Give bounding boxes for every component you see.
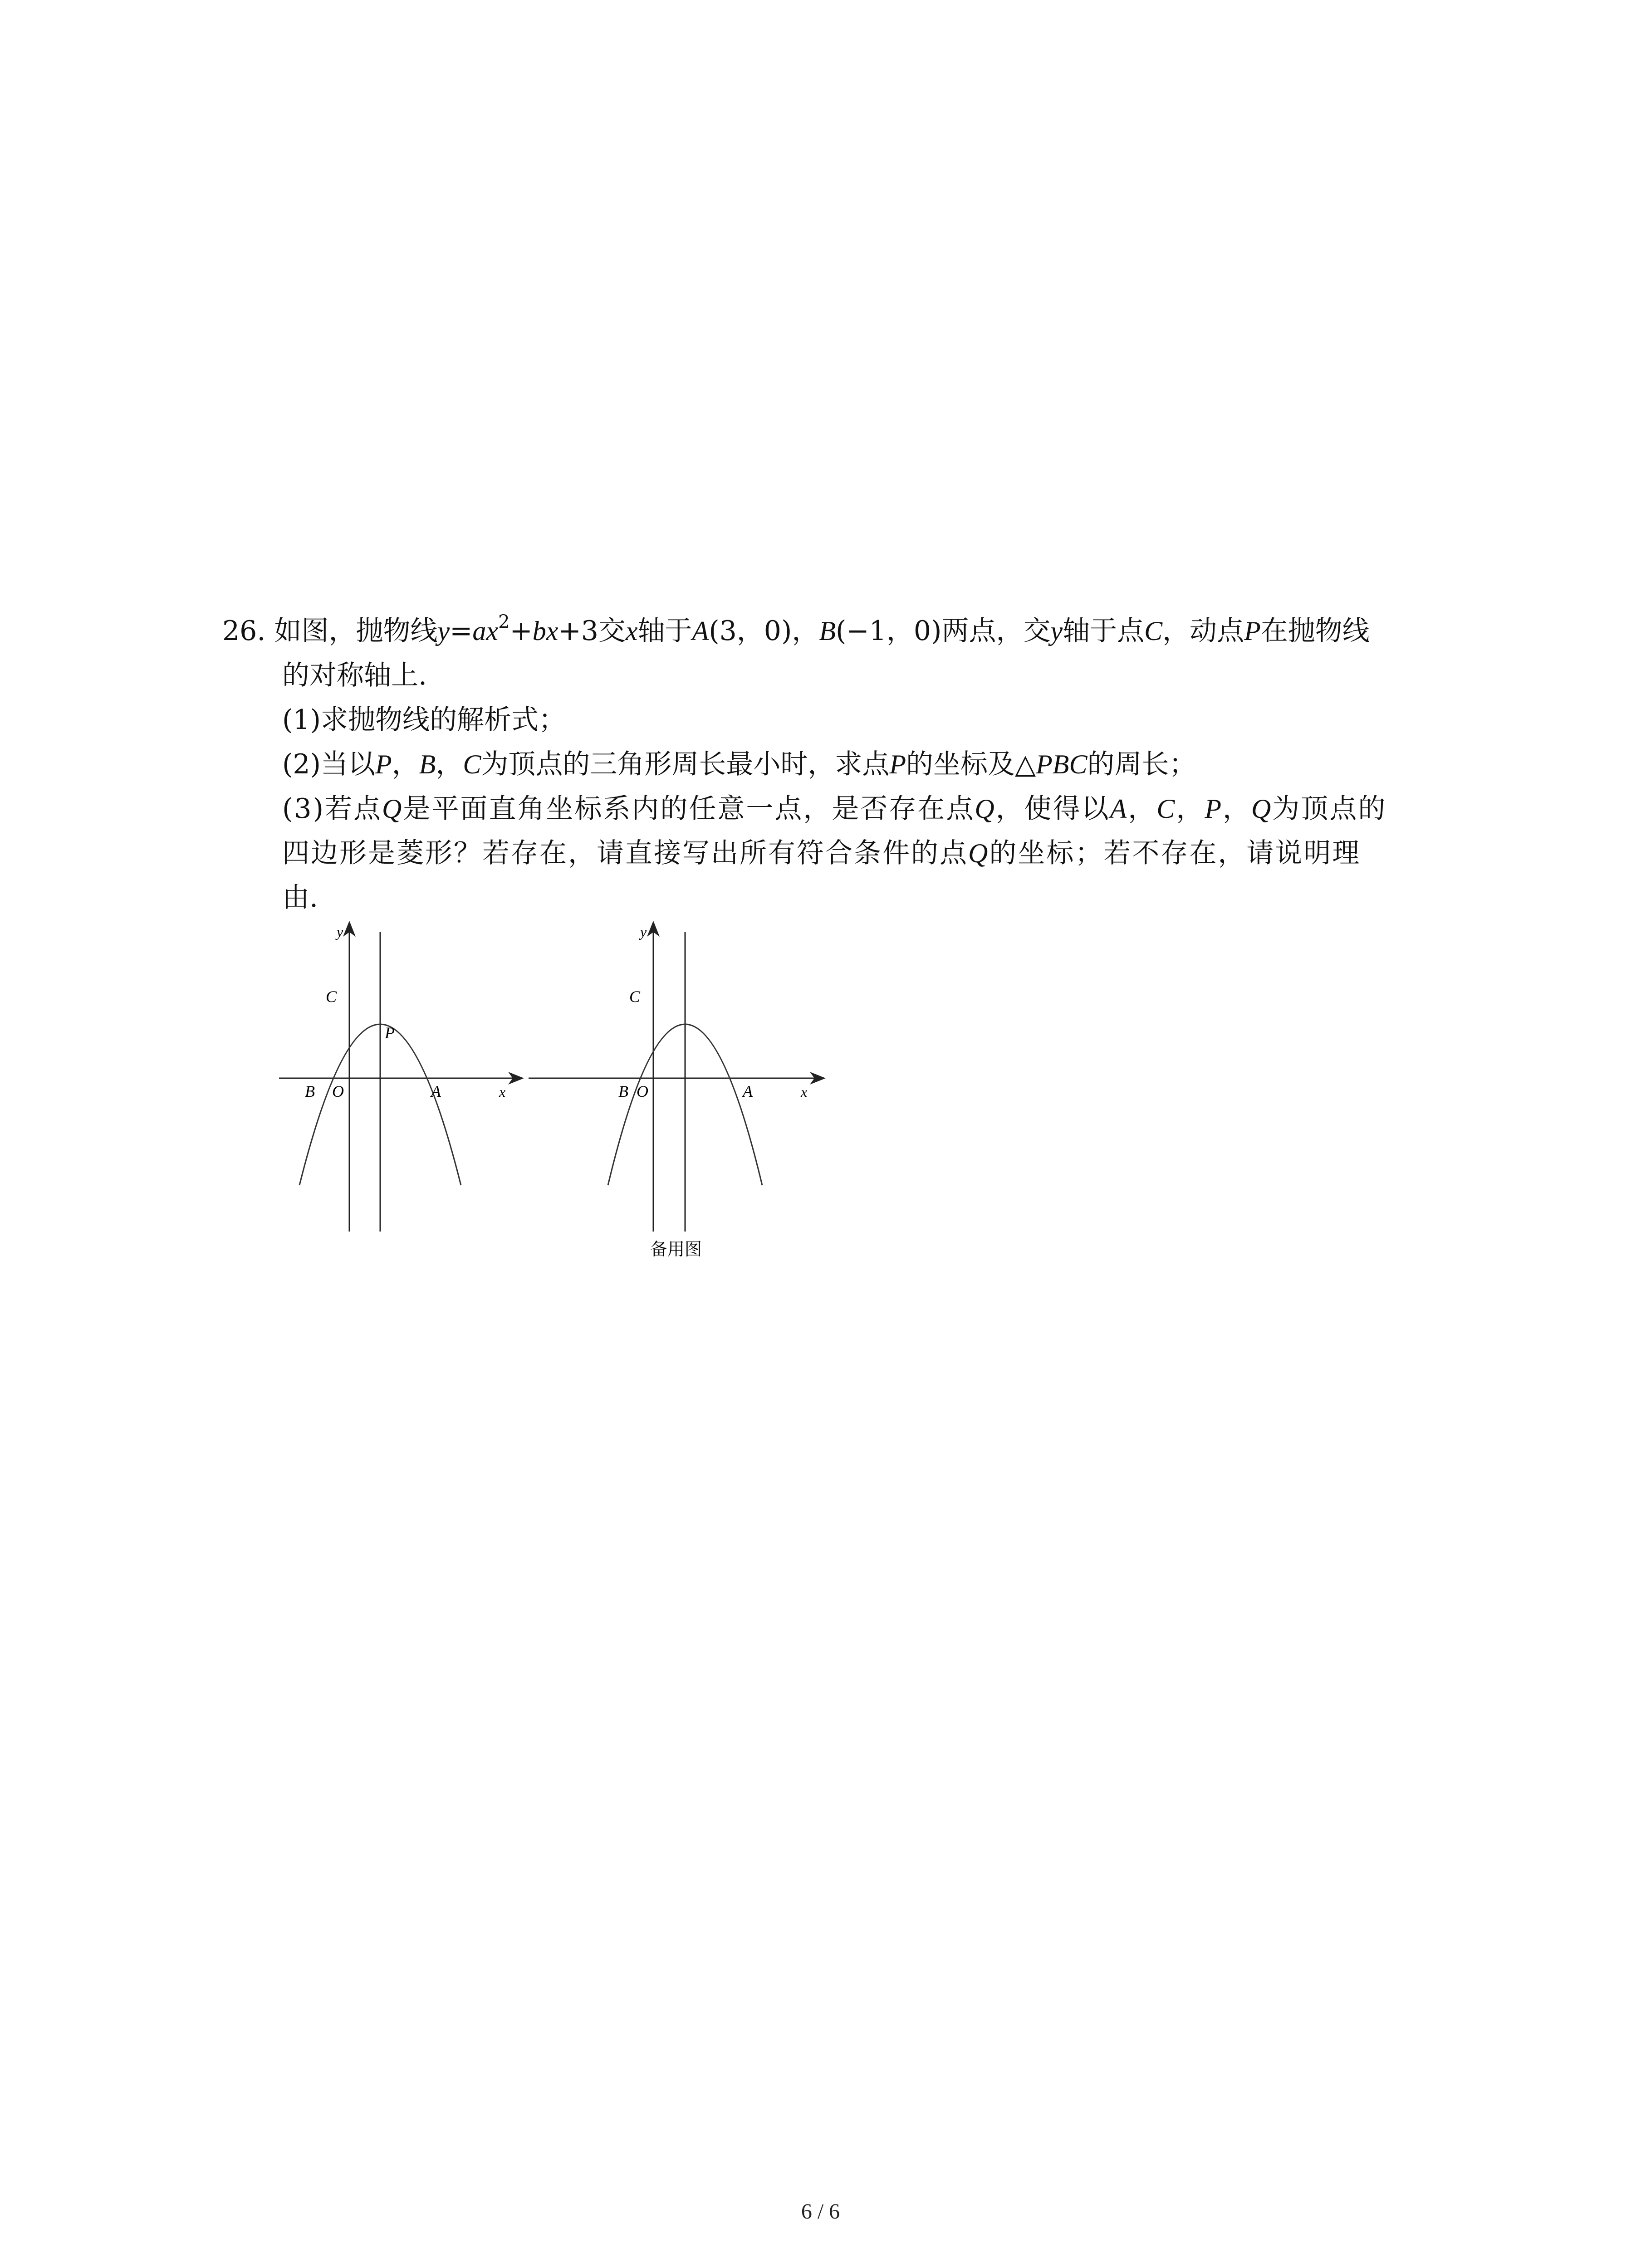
intro-text: 轴于 [637, 615, 692, 647]
intro-text: 交 [598, 615, 626, 647]
label-a: A [431, 1082, 441, 1100]
label-y: y [640, 924, 647, 940]
parabola-figure-backup [524, 919, 823, 1263]
label-c: C [629, 987, 641, 1006]
point-q: Q [975, 794, 996, 824]
part-2-text: 为顶点的三角形周长最小时，求点 [481, 748, 890, 780]
label-c: C [326, 987, 337, 1006]
part-2-text: 的周长； [1087, 748, 1196, 780]
point-p: P [375, 749, 392, 779]
separator: ， [1128, 793, 1157, 825]
label-o: O [637, 1082, 648, 1100]
var-y: y [1050, 616, 1063, 646]
label-b: B [305, 1082, 315, 1100]
question-intro-line2: 的对称轴上. [282, 660, 427, 691]
point-b: B [419, 749, 436, 779]
point-p: P [1244, 616, 1261, 646]
eq-bx: bx [532, 616, 558, 646]
label-p: P [385, 1024, 395, 1042]
eq-exponent: 2 [498, 611, 510, 632]
part-1: (1)求抛物线的解析式； [282, 704, 566, 736]
point-a: A [692, 616, 709, 646]
part-2 [282, 742, 1507, 787]
part-3-text: 为顶点的 [1272, 793, 1387, 825]
part-2-text: 的坐标及△ [906, 748, 1036, 780]
intro-text: 两点，交 [941, 615, 1051, 647]
separator: ， [436, 748, 463, 780]
label-x: x [499, 1084, 506, 1100]
intro-text: 如图，抛物线 [274, 615, 438, 647]
part-3-text: (3)若点 [282, 793, 382, 825]
point-c: C [1144, 616, 1163, 646]
var-x: x [625, 616, 638, 646]
question-intro-line1 [222, 609, 1447, 653]
point-c: C [1156, 794, 1176, 824]
eq-plus: + [509, 615, 533, 647]
intro-text: 轴于点 [1063, 615, 1145, 647]
part-2-text: (2)当以 [282, 748, 375, 780]
point-c: C [463, 749, 481, 779]
eq-equals: = [450, 615, 473, 647]
eq-ax: ax [472, 616, 499, 646]
coord-b: (−1，0) [836, 615, 942, 647]
separator: ， [392, 748, 419, 780]
question-number: 26. [222, 615, 266, 647]
point-p: P [889, 749, 906, 779]
separator: ， [1223, 793, 1252, 825]
point-q: Q [968, 838, 989, 868]
part-3-text: 是平面直角坐标系内的任意一点，是否存在点 [403, 793, 975, 825]
parabola-figure-main [272, 919, 526, 1227]
label-b: B [618, 1082, 628, 1100]
label-a: A [743, 1082, 753, 1100]
point-q: Q [1251, 794, 1273, 824]
part-3-line1 [282, 787, 1507, 831]
separator: ， [1176, 793, 1205, 825]
point-a: A [1110, 794, 1128, 824]
triangle-pbc: PBC [1036, 749, 1087, 779]
part-3-line2 [282, 831, 1507, 875]
coord-a: (3，0)， [709, 615, 819, 647]
part-3-line3: 由. [282, 882, 318, 914]
label-y: y [337, 924, 343, 940]
part-3-text: ，使得以 [995, 793, 1110, 825]
point-q: Q [382, 794, 403, 824]
intro-text: 在抛物线 [1260, 615, 1370, 647]
intro-text: ，动点 [1162, 615, 1244, 647]
point-b: B [819, 616, 836, 646]
eq-y: y [437, 616, 450, 646]
part-3-text: 的坐标；若不存在，请说明理 [989, 837, 1361, 869]
eq-constant: +3 [558, 615, 598, 647]
point-p: P [1205, 794, 1223, 824]
label-x: x [801, 1084, 808, 1100]
label-o: O [332, 1082, 344, 1100]
page-number: 6 / 6 [801, 2200, 840, 2224]
figure-caption: 备用图 [650, 1239, 702, 1259]
part-3-text: 四边形是菱形？若存在，请直接写出所有符合条件的点 [282, 837, 968, 869]
